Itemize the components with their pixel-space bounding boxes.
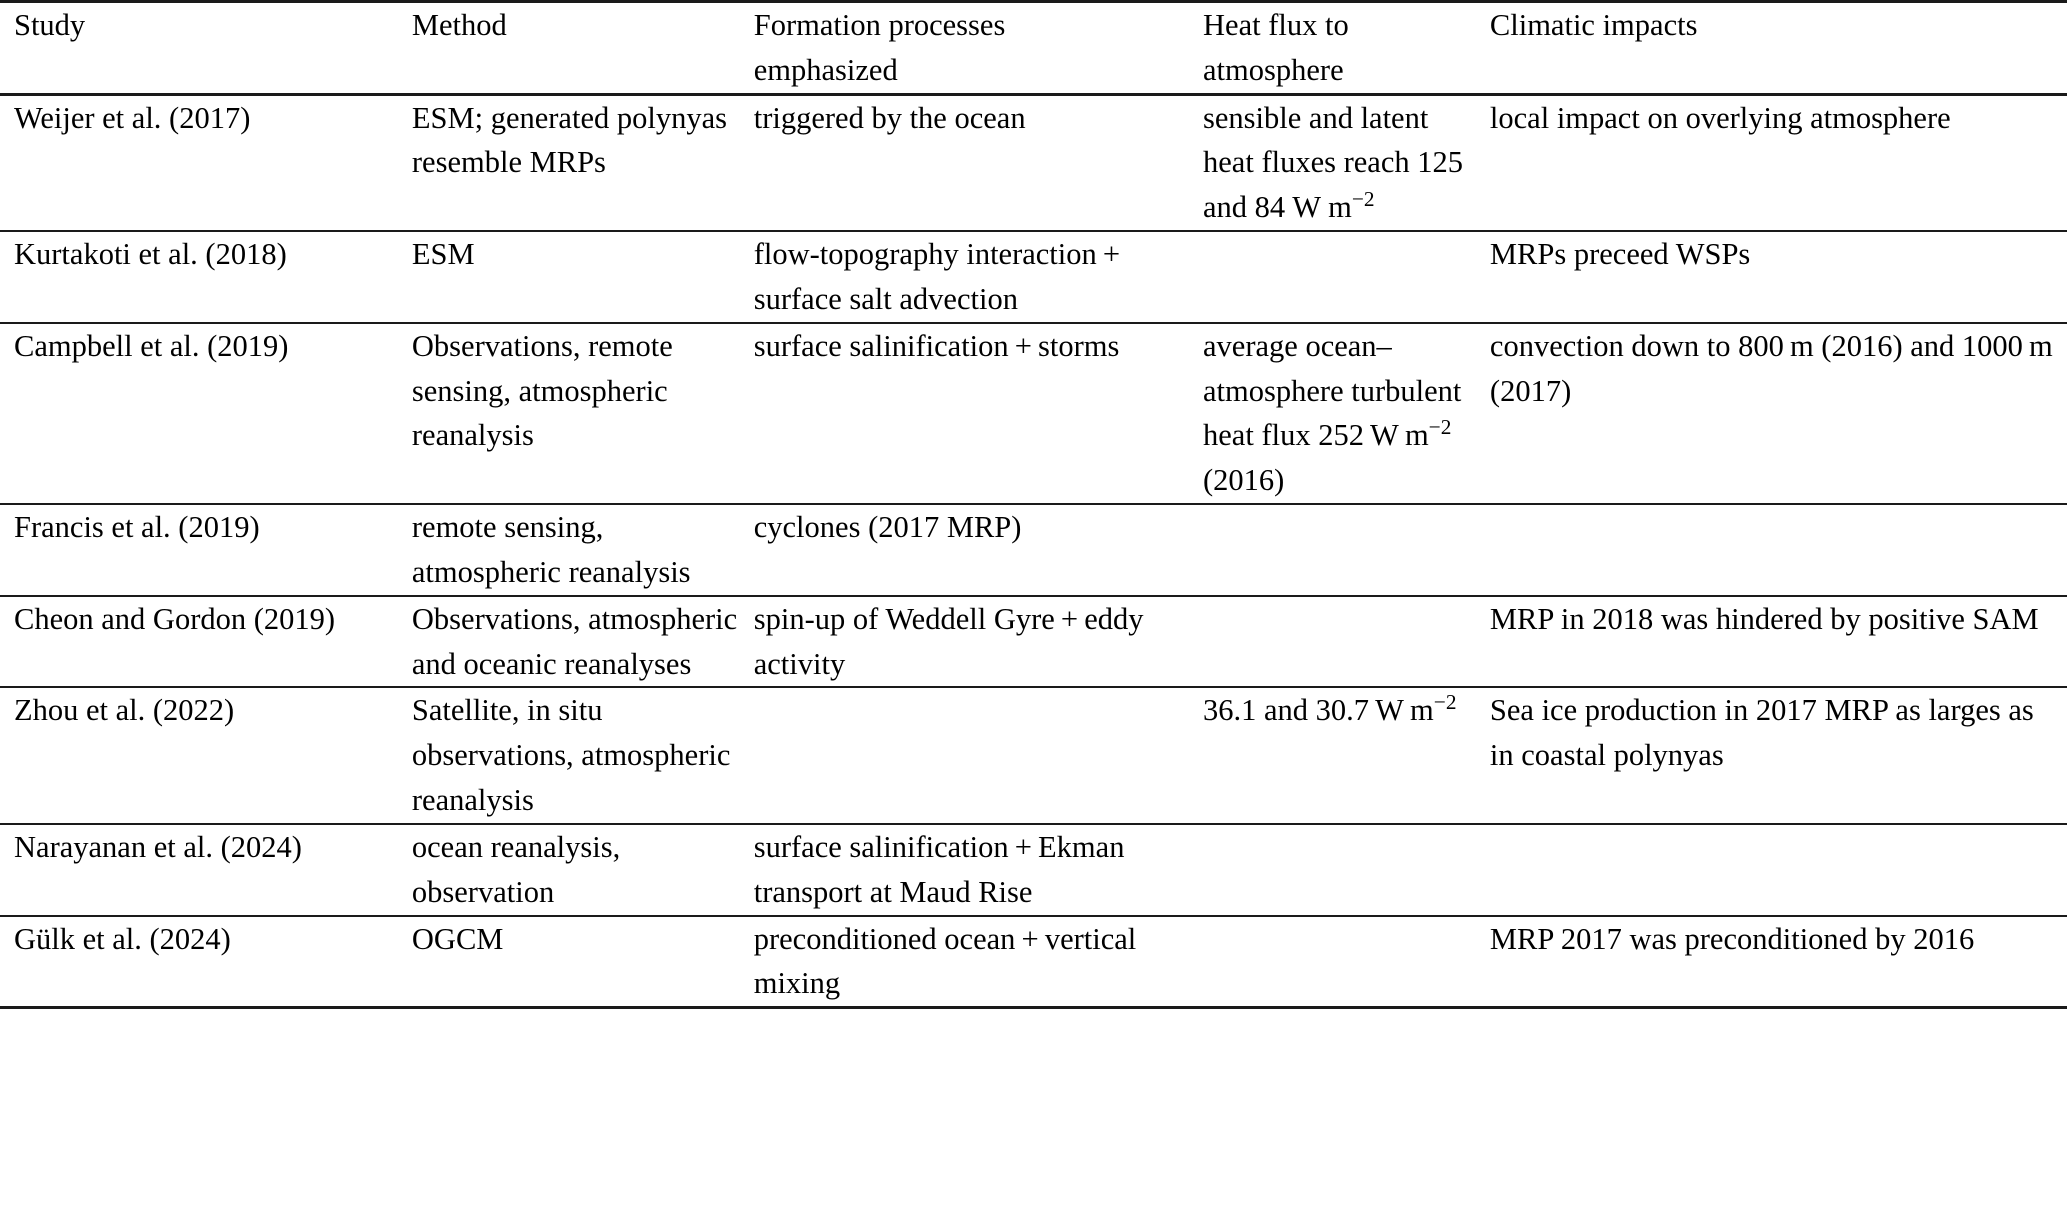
table-row [0, 916, 2067, 1008]
cell-climatic [1481, 504, 2067, 596]
cell-climatic [1481, 916, 2067, 1008]
cell-climatic [1481, 231, 2067, 323]
cell-heatflux [1194, 323, 1481, 504]
column-header-formation [745, 2, 1194, 95]
heatflux-exponent: −2 [1351, 187, 1375, 212]
cell-heatflux [1194, 824, 1481, 916]
formation-text: triggered by the ocean [753, 100, 1026, 135]
column-header-heatflux [1194, 2, 1481, 95]
method-text: ocean reanalysis, observation [411, 829, 621, 909]
cell-heatflux [1194, 504, 1481, 596]
heatflux-text: sensible and latent heat fluxes reach 125 and 84 W m [1203, 100, 1463, 225]
cell-formation [745, 323, 1194, 504]
table-bottom-rule [0, 1008, 2067, 1010]
cell-method [403, 596, 745, 688]
table-row [0, 824, 2067, 916]
formation-text: surface salinification + Ekman transport at Maud Rise [753, 829, 1125, 909]
column-header-climatic [1481, 2, 2067, 95]
study-name: Weijer et al. (2017) [14, 100, 251, 135]
column-header-study-label: Study [14, 8, 86, 42]
cell-formation [745, 824, 1194, 916]
study-name: Zhou et al. (2022) [14, 693, 235, 728]
study-name: Campbell et al. (2019) [14, 328, 289, 363]
cell-formation [745, 504, 1194, 596]
method-text: Satellite, in situ observations, atmospheric reanalysis [411, 693, 731, 818]
study-name: Francis et al. (2019) [14, 510, 260, 545]
formation-text: cyclones (2017 MRP) [753, 510, 1022, 545]
cell-method [403, 504, 745, 596]
cell-heatflux [1194, 94, 1481, 231]
formation-text: flow-topography interaction + surface salt advection [753, 237, 1127, 316]
column-header-formation-line2: emphasized [753, 52, 898, 87]
column-header-method-label: Method [411, 8, 507, 42]
cell-climatic [1481, 824, 2067, 916]
bottom-rule-segment [1481, 1008, 2067, 1010]
cell-study [0, 231, 403, 323]
table-body [0, 94, 2067, 1009]
cell-study [0, 824, 403, 916]
cell-climatic [1481, 323, 2067, 504]
cell-study [0, 323, 403, 504]
heatflux-exponent: −2 [1428, 415, 1452, 440]
cell-formation [745, 916, 1194, 1008]
bottom-rule-segment [403, 1008, 745, 1010]
cell-formation [745, 687, 1194, 823]
formation-text: surface salinification + storms [753, 328, 1120, 363]
cell-study [0, 596, 403, 688]
cell-formation [745, 596, 1194, 688]
cell-formation [745, 94, 1194, 231]
cell-climatic [1481, 94, 2067, 231]
cell-study [0, 916, 403, 1008]
climatic-text: convection down to 800 m (2016) and 1000 m (2017) [1489, 328, 2053, 408]
cell-method [403, 231, 745, 323]
cell-heatflux [1194, 231, 1481, 323]
table-row [0, 94, 2067, 231]
table-row [0, 596, 2067, 688]
header-row [0, 2, 2067, 95]
cell-method [403, 94, 745, 231]
cell-method [403, 916, 745, 1008]
table-row [0, 231, 2067, 323]
table-row [0, 687, 2067, 823]
column-header-heatflux-line2: atmosphere [1203, 52, 1344, 87]
heatflux-text: 36.1 and 30.7 W m [1203, 693, 1434, 728]
bottom-rule-segment [0, 1008, 403, 1010]
formation-text: preconditioned ocean + vertical mixing [753, 921, 1137, 1001]
study-name: Gülk et al. (2024) [14, 921, 231, 956]
cell-heatflux [1194, 916, 1481, 1008]
column-header-method [403, 2, 745, 95]
method-text: ESM [411, 237, 475, 272]
climatic-text: MRP in 2018 was hindered by positive SAM [1489, 601, 2039, 636]
column-header-study [0, 2, 403, 95]
table-header [0, 2, 2067, 95]
cell-climatic [1481, 596, 2067, 688]
climatic-text: MRPs preceed WSPs [1489, 237, 1751, 272]
column-header-formation-line1: Formation processes [753, 8, 1006, 42]
method-text: Observations, atmospheric and oceanic reanalyses [411, 601, 738, 681]
cell-study [0, 94, 403, 231]
heatflux-exponent: −2 [1433, 690, 1457, 715]
climatic-text: Sea ice production in 2017 MRP as larges as in coastal polynyas [1489, 693, 2034, 773]
cell-method [403, 323, 745, 504]
method-text: remote sensing, atmospheric reanalysis [411, 510, 691, 589]
bottom-rule-segment [1194, 1008, 1481, 1010]
bottom-rule-segment [745, 1008, 1194, 1010]
study-name: Narayanan et al. (2024) [14, 829, 302, 864]
heatflux-text: average ocean–atmosphere turbulent heat flux 252 W m [1203, 328, 1462, 453]
table-row [0, 504, 2067, 596]
method-text: Observations, remote sensing, atmospheric reanalysis [411, 328, 673, 453]
cell-method [403, 824, 745, 916]
column-header-climatic-label: Climatic impacts [1489, 8, 1698, 42]
column-header-heatflux-line1: Heat flux to [1203, 8, 1349, 42]
study-name: Kurtakoti et al. (2018) [14, 237, 287, 272]
study-name: Cheon and Gordon (2019) [14, 601, 336, 636]
cell-method [403, 687, 745, 823]
cell-formation [745, 231, 1194, 323]
cell-study [0, 687, 403, 823]
climatic-text: MRP 2017 was preconditioned by 2016 [1489, 921, 1975, 956]
method-text: OGCM [411, 921, 504, 956]
method-text: ESM; generated polynyas resemble MRPs [411, 100, 727, 180]
table-row [0, 323, 2067, 504]
climatic-text: local impact on overlying atmosphere [1489, 100, 1951, 135]
cell-heatflux [1194, 687, 1481, 823]
cell-climatic [1481, 687, 2067, 823]
cell-heatflux [1194, 596, 1481, 688]
formation-text: spin-up of Weddell Gyre + eddy activity [753, 601, 1144, 681]
heatflux-text-post: (2016) [1203, 463, 1285, 498]
cell-study [0, 504, 403, 596]
